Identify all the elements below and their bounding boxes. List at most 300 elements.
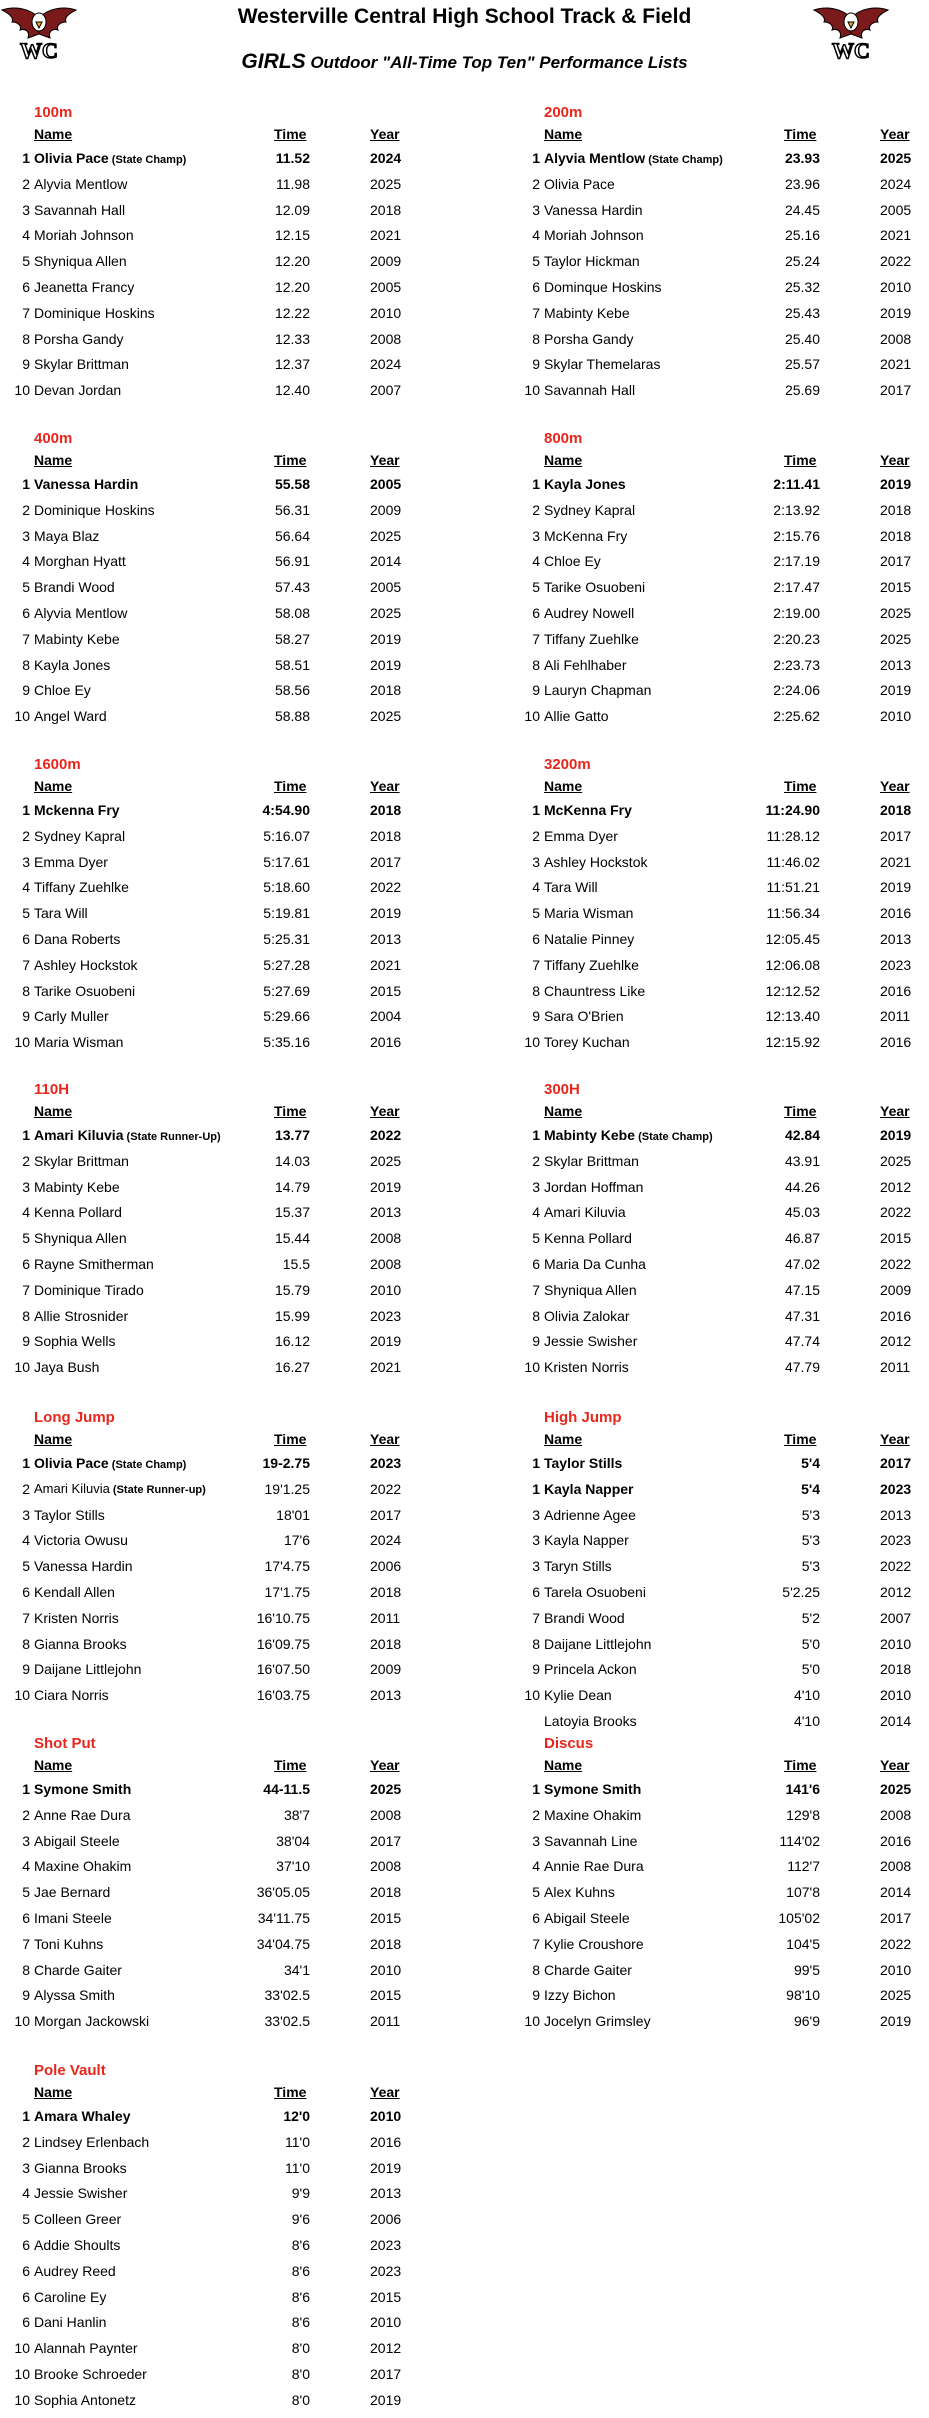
year: 2018	[880, 501, 912, 518]
year: 2013	[880, 930, 912, 947]
rank: 10	[14, 382, 30, 399]
rank: 2	[22, 1806, 30, 1823]
mark: 56.64	[274, 527, 310, 544]
athlete-name	[544, 1230, 632, 1246]
athlete-name-text: Alex Kuhns	[544, 1884, 615, 1901]
table-row	[510, 983, 929, 1009]
athlete-name-text: Jeanetta Francy	[34, 278, 135, 295]
event-pole-vault	[0, 2062, 470, 2418]
mark: 5'4	[801, 1455, 820, 1471]
athlete-name	[34, 476, 138, 492]
year: 2021	[880, 356, 912, 373]
athlete-name-text: Ciara Norris	[34, 1687, 109, 1704]
rank: 1	[532, 1781, 540, 1797]
year: 2018	[370, 802, 402, 818]
column-header-name: Name	[34, 452, 73, 468]
year: 2019	[880, 879, 912, 896]
table-row	[0, 2013, 470, 2039]
mark: 12.20	[274, 253, 310, 270]
athlete-name-text: Taylor Stills	[544, 1455, 623, 1471]
year: 2023	[880, 1532, 912, 1549]
mark: 8'0	[291, 2391, 310, 2408]
athlete-name-text: Savannah Hall	[34, 201, 126, 218]
column-header-time: Time	[274, 452, 307, 468]
year: 2010	[370, 2314, 402, 2331]
year: 2008	[370, 1255, 402, 1272]
athlete-name-text: Tarike Osuobeni	[544, 579, 646, 596]
mark: 2:11.41	[773, 476, 820, 492]
mark: 11.52	[275, 150, 310, 166]
year: 2024	[370, 1532, 402, 1549]
year: 2018	[370, 1884, 402, 1901]
year: 2016	[370, 2133, 402, 2150]
table-row	[510, 1359, 929, 1385]
athlete-name	[34, 828, 125, 844]
athlete-name	[544, 1558, 612, 1574]
event-1600m	[0, 756, 470, 1060]
table-row	[510, 1610, 929, 1636]
year: 2017	[370, 1506, 402, 1523]
event-title: 200m	[544, 104, 583, 121]
rank: 2	[22, 1152, 30, 1169]
mark: 11:51.21	[766, 879, 820, 896]
mark: 5'4	[801, 1480, 820, 1497]
year: 2021	[880, 853, 912, 870]
column-header-year: Year	[880, 126, 910, 142]
table-row	[0, 1936, 470, 1962]
table-row	[510, 957, 929, 983]
column-header-name: Name	[544, 1431, 583, 1447]
column-header-year: Year	[370, 126, 400, 142]
athlete-name	[544, 1858, 644, 1874]
athlete-name-text: Porsha Gandy	[544, 330, 634, 347]
year: 2017	[370, 853, 402, 870]
table-row	[0, 1308, 470, 1334]
athlete-name-text: Ashley Hockstok	[34, 956, 138, 973]
athlete-name	[34, 2340, 138, 2356]
athlete-name-text: Vanessa Hardin	[34, 476, 139, 492]
athlete-name-text: Sophia Wells	[34, 1333, 116, 1350]
athlete-name-text: Maria Da Cunha	[544, 1255, 646, 1272]
rank: 2	[22, 501, 30, 518]
mark: 25.40	[784, 330, 820, 347]
event-400m	[0, 430, 470, 734]
rank: 9	[22, 682, 30, 699]
table-row	[0, 2314, 470, 2340]
table-row	[0, 1987, 470, 2013]
mark: 5:18.60	[263, 879, 310, 896]
rank: 3	[22, 1506, 30, 1523]
rank: 8	[532, 656, 540, 673]
athlete-name	[544, 1359, 629, 1375]
table-row	[0, 528, 470, 554]
year: 2018	[880, 1661, 912, 1678]
column-header-year: Year	[370, 452, 400, 468]
column-header-year: Year	[880, 1757, 910, 1773]
athlete-name	[544, 150, 723, 166]
table-row	[0, 708, 470, 734]
athlete-name-text: Tiffany Zuehlke	[544, 956, 639, 973]
mark: 12'0	[283, 2108, 310, 2124]
athlete-name-text: Chloe Ey	[34, 682, 91, 699]
year: 2010	[880, 278, 912, 295]
year: 2005	[370, 278, 402, 295]
year: 2011	[880, 1359, 911, 1376]
athlete-name	[544, 579, 645, 595]
column-header-time: Time	[274, 1431, 307, 1447]
athlete-name-text: Lindsey Erlenbach	[34, 2133, 150, 2150]
athlete-name-text: Tiffany Zuehlke	[544, 630, 639, 647]
table-row	[0, 1781, 470, 1807]
athlete-name	[34, 2289, 106, 2305]
athlete-name-text: Kylie Dean	[544, 1687, 612, 1704]
athlete-name	[34, 1858, 131, 1874]
table-row	[510, 1884, 929, 1910]
table-row	[510, 905, 929, 931]
year: 2008	[370, 1806, 402, 1823]
athlete-name-text: Dana Roberts	[34, 930, 121, 947]
athlete-name	[544, 1507, 636, 1523]
year: 2018	[370, 682, 402, 699]
mark: 11:56.34	[766, 905, 820, 922]
year: 2014	[880, 1712, 912, 1729]
athlete-name-text: Kristen Norris	[34, 1609, 119, 1626]
warhawk-logo-icon	[812, 0, 890, 70]
rank: 10	[14, 708, 30, 725]
rank: 10	[14, 2340, 30, 2357]
mark: 19'1.25	[264, 1480, 310, 1497]
column-header-name: Name	[34, 126, 73, 142]
athlete-name	[544, 1833, 637, 1849]
athlete-name	[544, 305, 630, 321]
column-header-name: Name	[544, 452, 583, 468]
athlete-name	[34, 2314, 106, 2330]
athlete-name-text: Addie Shoults	[34, 2236, 121, 2253]
athlete-name-text: Amara Whaley	[34, 2108, 131, 2124]
year: 2012	[880, 1583, 912, 1600]
mark: 33'02.5	[264, 2013, 310, 2030]
athlete-name	[34, 708, 107, 724]
mark: 12:13.40	[765, 1008, 820, 1025]
athlete-name-text: Colleen Greer	[34, 2211, 122, 2228]
mark: 5:19.81	[263, 905, 310, 922]
mark: 5'3	[801, 1558, 820, 1575]
table-row	[510, 202, 929, 228]
year: 2025	[880, 630, 912, 647]
rank: 5	[532, 1884, 540, 1901]
mark: 5:27.69	[263, 982, 310, 999]
column-header-name: Name	[34, 1103, 73, 1119]
rank: 10	[524, 1034, 540, 1051]
column-header-name: Name	[34, 1431, 73, 1447]
year: 2022	[370, 879, 402, 896]
logo-text-right: WC	[832, 38, 870, 63]
athlete-name	[544, 382, 635, 398]
mark: 96'9	[793, 2013, 820, 2030]
athlete-name	[544, 682, 651, 698]
mark: 5'0	[801, 1661, 820, 1678]
athlete-name	[34, 227, 134, 243]
year: 2023	[370, 1455, 402, 1471]
ranking-list	[510, 1455, 929, 1739]
year: 2015	[370, 982, 402, 999]
mark: 11:28.12	[766, 827, 820, 844]
mark: 14.79	[274, 1178, 310, 1195]
rank: 8	[532, 1961, 540, 1978]
mark: 45.03	[784, 1204, 820, 1221]
year: 2010	[880, 1635, 912, 1652]
mark: 55.58	[274, 476, 310, 492]
year: 2017	[880, 1455, 912, 1471]
table-row	[510, 279, 929, 305]
rank: 4	[22, 1532, 30, 1549]
rank: 3	[532, 1832, 540, 1849]
athlete-name	[34, 1910, 112, 1926]
table-row	[510, 682, 929, 708]
year: 2018	[880, 802, 912, 818]
athlete-name-text: Porsha Gandy	[34, 330, 124, 347]
athlete-name	[34, 1781, 131, 1797]
year: 2019	[370, 2159, 402, 2176]
athlete-name	[34, 1962, 122, 1978]
column-header-time: Time	[274, 2084, 307, 2100]
athlete-name	[34, 2211, 121, 2227]
rank: 4	[22, 1858, 30, 1875]
column-header-time: Time	[274, 778, 307, 794]
mark: 15.99	[274, 1307, 310, 1324]
athlete-note: (State Champ)	[108, 1459, 187, 1471]
event-title: Shot Put	[34, 1735, 96, 1752]
table-row	[0, 682, 470, 708]
athlete-name	[34, 1359, 99, 1375]
athlete-name-text: Caroline Ey	[34, 2288, 107, 2305]
athlete-name	[544, 957, 639, 973]
year: 2024	[370, 150, 402, 166]
table-row	[510, 1584, 929, 1610]
rank: 3	[532, 1558, 540, 1575]
mark: 5'0	[801, 1635, 820, 1652]
athlete-name-text: Dominique Hoskins	[34, 304, 155, 321]
rank: 6	[22, 1583, 30, 1600]
rank: 10	[14, 2013, 30, 2030]
athlete-name-text: Kenna Pollard	[34, 1204, 122, 1221]
table-row	[0, 802, 470, 828]
page-subtitle	[0, 50, 929, 74]
mark: 12.15	[274, 227, 310, 244]
table-row	[0, 1230, 470, 1256]
table-row	[510, 579, 929, 605]
athlete-name	[544, 176, 615, 192]
table-row	[510, 708, 929, 734]
athlete-name-text: Savannah Line	[544, 1832, 638, 1849]
athlete-name-text: Taylor Hickman	[544, 253, 640, 270]
athlete-name	[544, 1884, 615, 1900]
column-header-time: Time	[784, 1103, 817, 1119]
column-header-name: Name	[34, 778, 73, 794]
mark: 13.77	[274, 1127, 310, 1143]
athlete-name-text: Morgan Jackowski	[34, 2013, 150, 2030]
rank: 4	[22, 1204, 30, 1221]
year: 2017	[880, 382, 912, 399]
year: 2022	[880, 1204, 912, 1221]
athlete-name-text: Chauntress Like	[544, 982, 646, 999]
athlete-name	[544, 2013, 651, 2029]
rank: 10	[14, 2391, 30, 2408]
athlete-name	[34, 2134, 149, 2150]
mark: 2:20.23	[773, 630, 820, 647]
mark: 112'7	[787, 1858, 820, 1875]
athlete-name-text: Olivia Pace	[544, 175, 615, 192]
athlete-name	[34, 682, 91, 698]
table-row	[510, 528, 929, 554]
rank: 1	[532, 1480, 540, 1497]
column-header-year: Year	[370, 778, 400, 794]
athlete-name-text: Kayla Napper	[544, 1480, 634, 1497]
rank: 5	[532, 253, 540, 270]
rank: 1	[22, 150, 30, 166]
table-row	[0, 150, 470, 176]
rank: 7	[22, 1281, 30, 1298]
mark: 47.02	[784, 1255, 820, 1272]
athlete-name	[34, 1636, 127, 1652]
mark: 4:54.90	[262, 802, 310, 818]
athlete-name-text: Latoyia Brooks	[544, 1712, 637, 1729]
athlete-name-text: Dominique Hoskins	[34, 501, 155, 518]
athlete-name	[544, 227, 644, 243]
year: 2013	[370, 2185, 402, 2202]
mark: 2:25.62	[773, 708, 820, 725]
athlete-name-text: Olivia Pace	[34, 1455, 109, 1471]
athlete-name	[34, 382, 121, 398]
athlete-name	[34, 2108, 130, 2124]
ranking-list	[510, 1127, 929, 1385]
table-row	[0, 1884, 470, 1910]
rank: 8	[22, 330, 30, 347]
event-title: 800m	[544, 430, 583, 447]
year: 2014	[370, 553, 402, 570]
mark: 12.22	[274, 304, 310, 321]
athlete-name-text: Ali Fehlhaber	[544, 656, 627, 673]
rank: 6	[22, 1909, 30, 1926]
rank: 1	[532, 476, 540, 492]
athlete-name	[34, 202, 125, 218]
athlete-name-text: Dani Hanlin	[34, 2314, 107, 2331]
mark: 16.27	[274, 1359, 310, 1376]
table-row	[510, 1333, 929, 1359]
athlete-name	[544, 1987, 616, 2003]
mark: 38'7	[283, 1806, 310, 1823]
athlete-name-text: Amari Kiluvia	[34, 1127, 124, 1143]
athlete-name-text: Symone Smith	[34, 1781, 132, 1797]
rank: 2	[532, 827, 540, 844]
table-row	[510, 150, 929, 176]
table-row	[0, 176, 470, 202]
table-row	[0, 1532, 470, 1558]
athlete-name	[34, 1661, 141, 1677]
table-row	[0, 1507, 470, 1533]
rank: 2	[22, 1480, 30, 1497]
column-header-name: Name	[544, 778, 583, 794]
year: 2007	[880, 1609, 912, 1626]
rank: 7	[22, 304, 30, 321]
column-header-year: Year	[370, 1103, 400, 1119]
mark: 25.69	[784, 382, 820, 399]
column-header-year: Year	[370, 2084, 400, 2100]
mark: 44.26	[784, 1178, 820, 1195]
mark: 57.43	[274, 579, 310, 596]
rank: 3	[532, 853, 540, 870]
table-row	[510, 1936, 929, 1962]
athlete-name-text: Tara Will	[544, 879, 598, 896]
rank: 2	[532, 501, 540, 518]
rank: 10	[14, 1034, 30, 1051]
athlete-name	[34, 331, 124, 347]
athlete-name-text: Natalie Pinney	[544, 930, 635, 947]
year: 2022	[880, 1558, 912, 1575]
year: 2012	[370, 2340, 402, 2357]
year: 2019	[880, 476, 912, 492]
table-row	[0, 579, 470, 605]
year: 2011	[370, 2013, 401, 2030]
mark: 105'02	[778, 1909, 820, 1926]
rank: 9	[22, 1333, 30, 1350]
year: 2010	[370, 1281, 402, 1298]
athlete-name-text: Kayla Napper	[544, 1532, 629, 1549]
year: 2024	[880, 175, 912, 192]
athlete-name	[544, 1781, 641, 1797]
year: 2013	[370, 1687, 402, 1704]
table-row	[510, 879, 929, 905]
athlete-name	[544, 1204, 626, 1220]
table-row	[510, 1256, 929, 1282]
table-row	[510, 1230, 929, 1256]
rank: 8	[532, 330, 540, 347]
mark: 58.27	[274, 630, 310, 647]
athlete-name-text: Daijane Littlejohn	[544, 1635, 652, 1652]
table-row	[0, 854, 470, 880]
mark: 8'6	[291, 2236, 310, 2253]
rank: 2	[22, 2133, 30, 2150]
table-row	[510, 1833, 929, 1859]
rank: 2	[22, 175, 30, 192]
rank: 1	[22, 1781, 30, 1797]
rank: 6	[532, 1909, 540, 1926]
rank: 9	[22, 1987, 30, 2004]
ranking-list	[0, 150, 470, 408]
table-row	[0, 1584, 470, 1610]
athlete-name	[544, 828, 618, 844]
table-row	[510, 1858, 929, 1884]
athlete-name	[34, 957, 137, 973]
athlete-name-text: Sara O'Brien	[544, 1008, 624, 1025]
table-row	[510, 631, 929, 657]
rank: 5	[22, 1884, 30, 1901]
mark: 25.16	[784, 227, 820, 244]
mark: 2:19.00	[773, 604, 820, 621]
year: 2025	[370, 708, 402, 725]
event-title: 3200m	[544, 756, 591, 773]
column-header-time: Time	[274, 1757, 307, 1773]
mark: 12:05.45	[765, 930, 820, 947]
rank: 10	[524, 382, 540, 399]
athlete-name	[34, 279, 134, 295]
athlete-name	[544, 1910, 630, 1926]
table-row	[0, 2340, 470, 2366]
athlete-name-text: Morghan Hyatt	[34, 553, 126, 570]
mark: 16'03.75	[256, 1687, 310, 1704]
mark: 18'01	[276, 1506, 310, 1523]
table-row	[0, 202, 470, 228]
